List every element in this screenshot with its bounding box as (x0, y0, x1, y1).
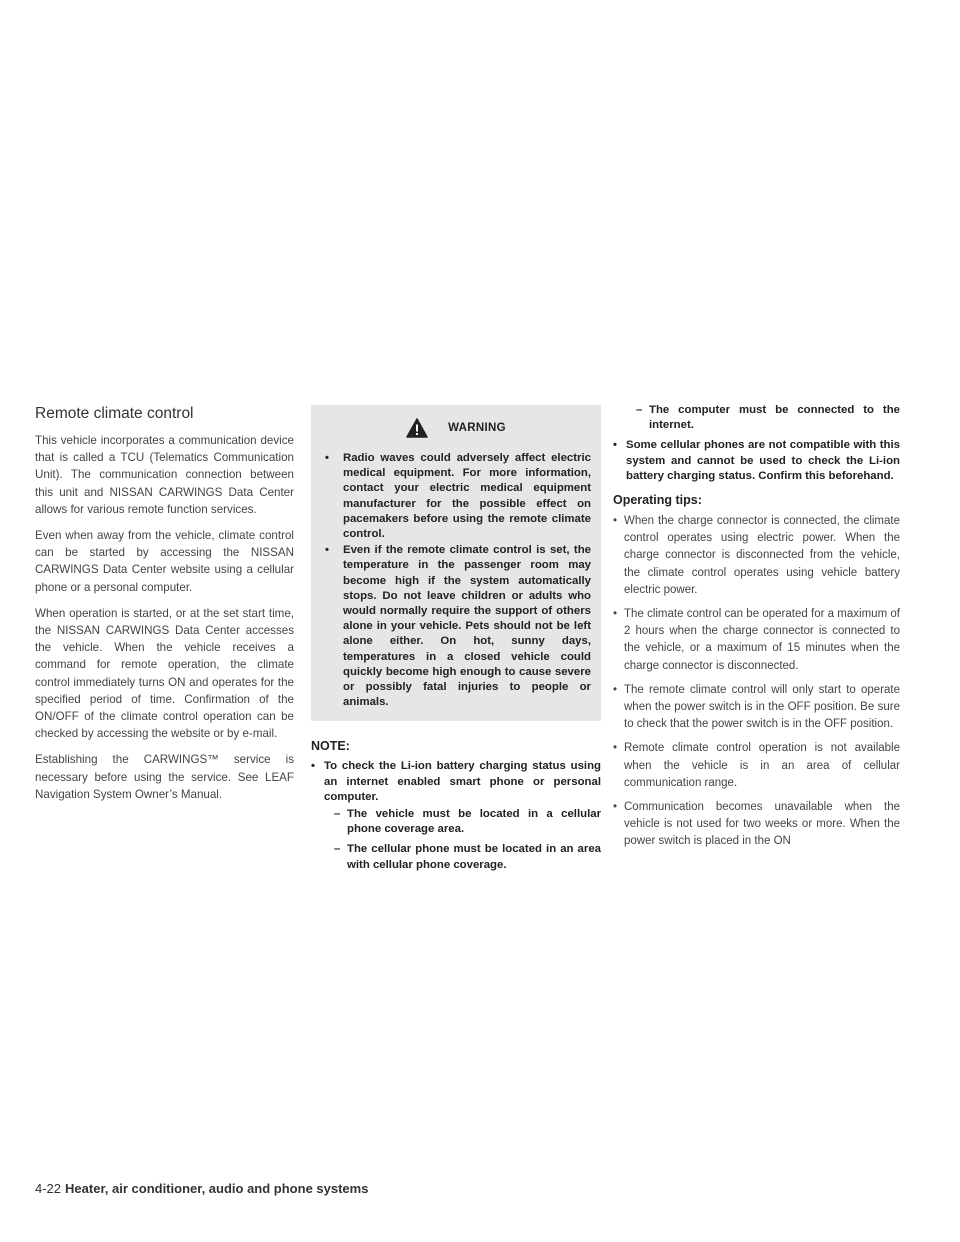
tip-item: • Communication becomes unavailable when the vehicle is not used for two weeks or more. When the power switch is placed in the ON (613, 799, 900, 851)
column-right (613, 405, 900, 858)
section-title: Remote climate control (35, 405, 194, 422)
warning-box (311, 405, 601, 721)
note-dash-item: – The computer must be connected to the internet. (613, 403, 900, 433)
note-title: NOTE: (311, 739, 350, 754)
tip-item: • When the charge connector is connected, the climate control operates using electric power. When the charge connector is disconnected from the vehicle, the climate control operates using vehicle battery electric power. (613, 513, 900, 599)
warning-title: WARNING (448, 422, 506, 434)
column-middle (311, 405, 601, 878)
note-dash-item: – The cellular phone must be located in an area with cellular phone coverage. (311, 842, 601, 872)
warning-item: • Even if the remote climate control is set, the temperature in the passenger room may become high if the system automatically stops. Do not leave children or adults who would normally require the support of others alone in your vehicle. Pets should not be left alone either. On hot, sunny days, temperatures in a closed vehicle could quickly become high enough to cause severe or possibly fatal injuries to people or animals. (321, 543, 591, 710)
tips-title-text: Operating tips (613, 493, 698, 508)
tip-item: • The remote climate control will only start to operate when the power switch is in the OFF position. Be sure to check that the power switch is in the OFF position. (613, 682, 900, 734)
note-dash-item: – The vehicle must be located in a cellular phone coverage area. (311, 807, 601, 837)
tip-item: • Remote climate control operation is not available when the vehicle is in an area of cellular communication range. (613, 740, 900, 792)
column-left (35, 405, 294, 812)
page-number: 4-22 (35, 1181, 62, 1196)
paragraph-4: Establishing the CARWINGS™ service is necessary before using the service. See LEAF Navigation System Owner’s Manual. (35, 753, 294, 801)
tips-title (613, 493, 900, 507)
page-footer (35, 1181, 368, 1196)
paragraph-2: Even when away from the vehicle, climate control can be started by accessing the NISSAN CARWINGS Data Center website using a cellular phone or a personal computer. (35, 529, 294, 594)
chapter-title: Heater, air conditioner, audio and phone systems (65, 1181, 369, 1196)
note-bullet: • To check the Li-ion battery charging status using an internet enabled smart phone or personal computer. (311, 759, 601, 805)
paragraph-1: This vehicle incorporates a communication device that is called a TCU (Telematics Communication Unit). The communication connection between this unit and NISSAN CARWINGS Data Center allows for various remote function services. (35, 434, 294, 516)
paragraph-3: When operation is started, or at the set start time, the NISSAN CARWINGS Data Center accesses the vehicle. When the vehicle receives a command for remote operation, the climate control immediately turns ON and operates for the specified period of time. Confirmation of the ON/OFF of the climate control operation can be checked by accessing the website or by e-mail. (35, 606, 294, 741)
tips-title-colon: : (697, 493, 702, 508)
warning-list (321, 451, 591, 710)
tip-item: • The climate control can be operated for a maximum of 2 hours when the charge connector is connected to the vehicle, or a maximum of 15 minutes when the charge connector is disconnected. (613, 606, 900, 675)
warning-header (321, 411, 591, 445)
note-bullet: • Some cellular phones are not compatible with this system and cannot be used to check the Li-ion battery charging status. Confirm this beforehand. (613, 438, 900, 484)
warning-triangle-icon (406, 418, 428, 438)
warning-item: • Radio waves could adversely affect electric medical equipment. For more information, contact your electric medical equipment manufacturer for the possible effect on pacemakers before using the remote climate control. (321, 451, 591, 542)
